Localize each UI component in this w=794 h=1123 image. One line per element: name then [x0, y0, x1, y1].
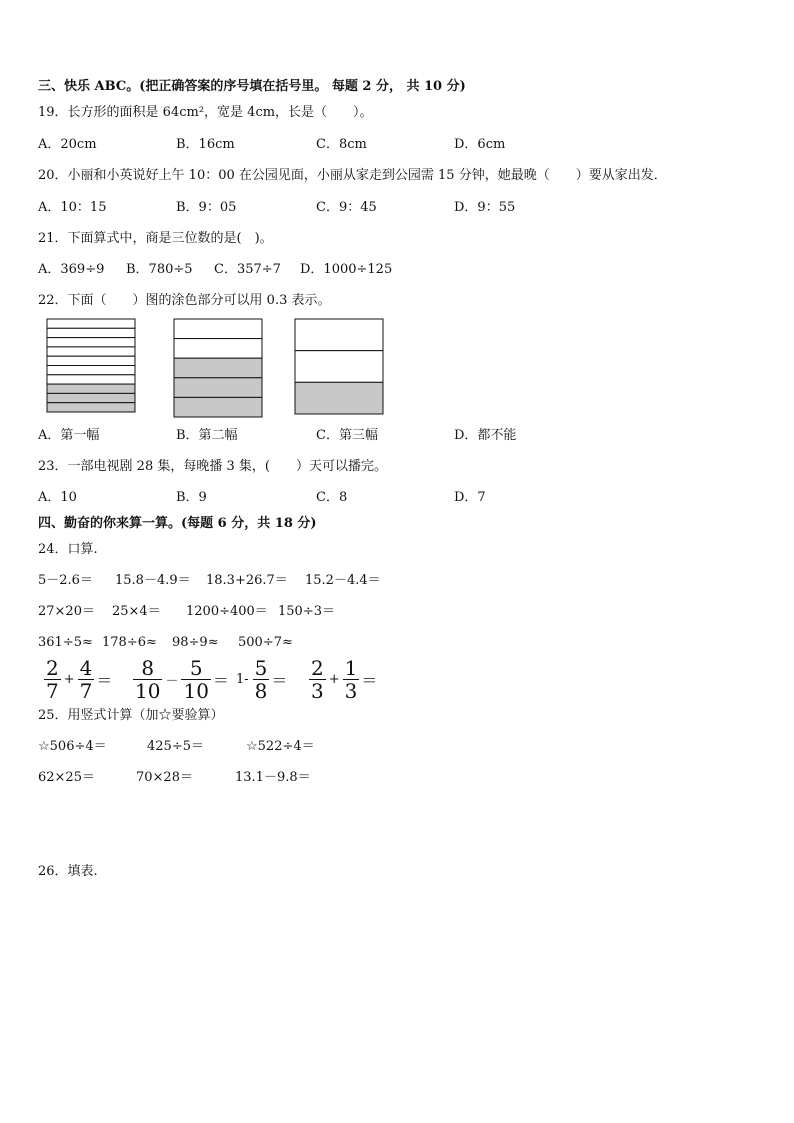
- numerator: 8: [141, 656, 155, 680]
- blank-row: [174, 339, 262, 359]
- operator: －: [165, 674, 179, 689]
- numerator: 1: [344, 656, 358, 680]
- denominator: 7: [46, 679, 59, 703]
- mental-math-9: 361÷5≈: [38, 635, 93, 650]
- q20-option-c: C．9：45: [316, 200, 377, 215]
- fraction: [181, 658, 210, 701]
- q23-option-c: C．8: [316, 490, 348, 505]
- shaded-row: [47, 403, 135, 412]
- mental-math-6: 25×4＝: [112, 604, 161, 619]
- figure-1: [46, 318, 136, 413]
- equals: ＝: [212, 671, 229, 690]
- blank-row: [47, 338, 135, 347]
- blank-row: [47, 319, 135, 328]
- q22-option-a: A．第一幅: [38, 428, 100, 443]
- equals: ＝: [96, 671, 113, 690]
- mental-math-10: 178÷6≈: [102, 635, 157, 650]
- section-4-title: 四、勤奋的你来算一算。(每题 6 分，共 18 分): [38, 516, 317, 531]
- numerator: 5: [254, 656, 268, 680]
- operator: +: [328, 672, 340, 687]
- q23-option-d: D．7: [454, 490, 486, 505]
- blank-row: [47, 328, 135, 337]
- denominator: 8: [254, 679, 268, 703]
- numerator: 5: [189, 656, 203, 680]
- shaded-row: [174, 358, 262, 378]
- column-calc-2: 425÷5＝: [147, 739, 204, 754]
- operator: +: [63, 672, 75, 687]
- q21-option-c: C．357÷7: [214, 262, 281, 277]
- q19-option-b: B．16cm: [176, 137, 235, 152]
- question-20-stem: 20．小丽和小英说好上午 10：00 在公园见面，小丽从家走到公园需 15 分钟，她最晚（ ）要从家出发．: [38, 168, 667, 183]
- question-22-stem: 22．下面（ ）图的涂色部分可以用 0.3 表示。: [38, 293, 331, 308]
- fraction-expr-1: [44, 658, 112, 701]
- q21-option-b: B．780÷5: [126, 262, 193, 277]
- question-23-stem: 23．一部电视剧 28 集，每晚播 3 集，( ）天可以播完。: [38, 459, 387, 474]
- q23-option-b: B．9: [176, 490, 207, 505]
- figure-1-grid: [46, 318, 136, 413]
- q23-option-a: A．10: [38, 490, 77, 505]
- q21-option-d: D．1000÷125: [300, 262, 393, 277]
- mental-math-1: 5－2.6＝: [38, 573, 93, 588]
- blank-row: [47, 356, 135, 365]
- fraction: [309, 658, 326, 701]
- denominator: 3: [344, 679, 358, 703]
- figure-2-grid: [173, 318, 263, 418]
- shaded-row: [295, 382, 383, 414]
- denominator: 10: [183, 679, 209, 703]
- q19-option-d: D．6cm: [454, 137, 506, 152]
- numerator: 2: [46, 656, 59, 680]
- denominator: 7: [79, 679, 93, 703]
- question-24-stem: 24．口算.: [38, 542, 98, 557]
- mental-math-12: 500÷7≈: [238, 635, 293, 650]
- denominator: 3: [311, 679, 324, 703]
- shaded-row: [47, 384, 135, 393]
- fraction-expr-3: [236, 658, 287, 701]
- mental-math-3: 18.3+26.7＝: [206, 573, 288, 588]
- question-25-stem: 25．用竖式计算（加☆要验算）: [38, 708, 224, 723]
- column-calc-1: ☆506÷4＝: [38, 739, 107, 754]
- blank-row: [174, 319, 262, 339]
- q19-option-c: C．8cm: [316, 137, 367, 152]
- question-26-stem: 26．填表.: [38, 864, 98, 879]
- q22-option-b: B．第二幅: [176, 428, 238, 443]
- shaded-row: [174, 397, 262, 417]
- equals: ＝: [361, 671, 378, 690]
- denominator: 10: [135, 679, 161, 703]
- q20-option-d: D．9：55: [454, 200, 516, 215]
- column-calc-4: 62×25＝: [38, 770, 95, 785]
- blank-row: [47, 366, 135, 375]
- mental-math-2: 15.8－4.9＝: [115, 573, 191, 588]
- q20-option-b: B．9：05: [176, 200, 237, 215]
- blank-row: [295, 351, 383, 383]
- fraction-expr-2: [133, 658, 229, 701]
- column-calc-6: 13.1－9.8＝: [235, 770, 311, 785]
- fraction: [44, 658, 61, 701]
- q20-option-a: A．10：15: [38, 200, 107, 215]
- figure-2: [173, 318, 263, 418]
- equals: ＝: [271, 671, 288, 690]
- fraction: [253, 658, 270, 701]
- fraction: [133, 658, 162, 701]
- figure-3: [294, 318, 384, 415]
- mental-math-7: 1200÷400＝: [186, 604, 268, 619]
- mental-math-5: 27×20＝: [38, 604, 95, 619]
- column-calc-5: 70×28＝: [136, 770, 193, 785]
- q22-option-c: C．第三幅: [316, 428, 378, 443]
- figure-3-grid: [294, 318, 384, 415]
- question-21-stem: 21．下面算式中，商是三位数的是( )。: [38, 231, 273, 246]
- column-calc-3: ☆522÷4＝: [246, 739, 315, 754]
- mental-math-11: 98÷9≈: [172, 635, 219, 650]
- mental-math-4: 15.2－4.4＝: [305, 573, 381, 588]
- q22-option-d: D．都不能: [454, 428, 517, 443]
- prefix: 1-: [236, 672, 249, 687]
- fraction-expr-4: [309, 658, 377, 701]
- q21-option-a: A．369÷9: [38, 262, 105, 277]
- blank-row: [295, 319, 383, 351]
- q19-option-a: A．20cm: [38, 137, 97, 152]
- mental-math-8: 150÷3＝: [278, 604, 335, 619]
- shaded-row: [47, 393, 135, 402]
- numerator: 4: [79, 656, 93, 680]
- question-19-stem: 19．长方形的面积是 64cm²，宽是 4cm，长是（ ）。: [38, 105, 373, 120]
- blank-row: [47, 347, 135, 356]
- section-3-title: 三、快乐 ABC。(把正确答案的序号填在括号里。 每题 2 分， 共 10 分): [38, 79, 466, 94]
- shaded-row: [174, 378, 262, 398]
- fraction: [78, 658, 95, 701]
- blank-row: [47, 375, 135, 384]
- fraction: [343, 658, 360, 701]
- numerator: 2: [311, 656, 324, 680]
